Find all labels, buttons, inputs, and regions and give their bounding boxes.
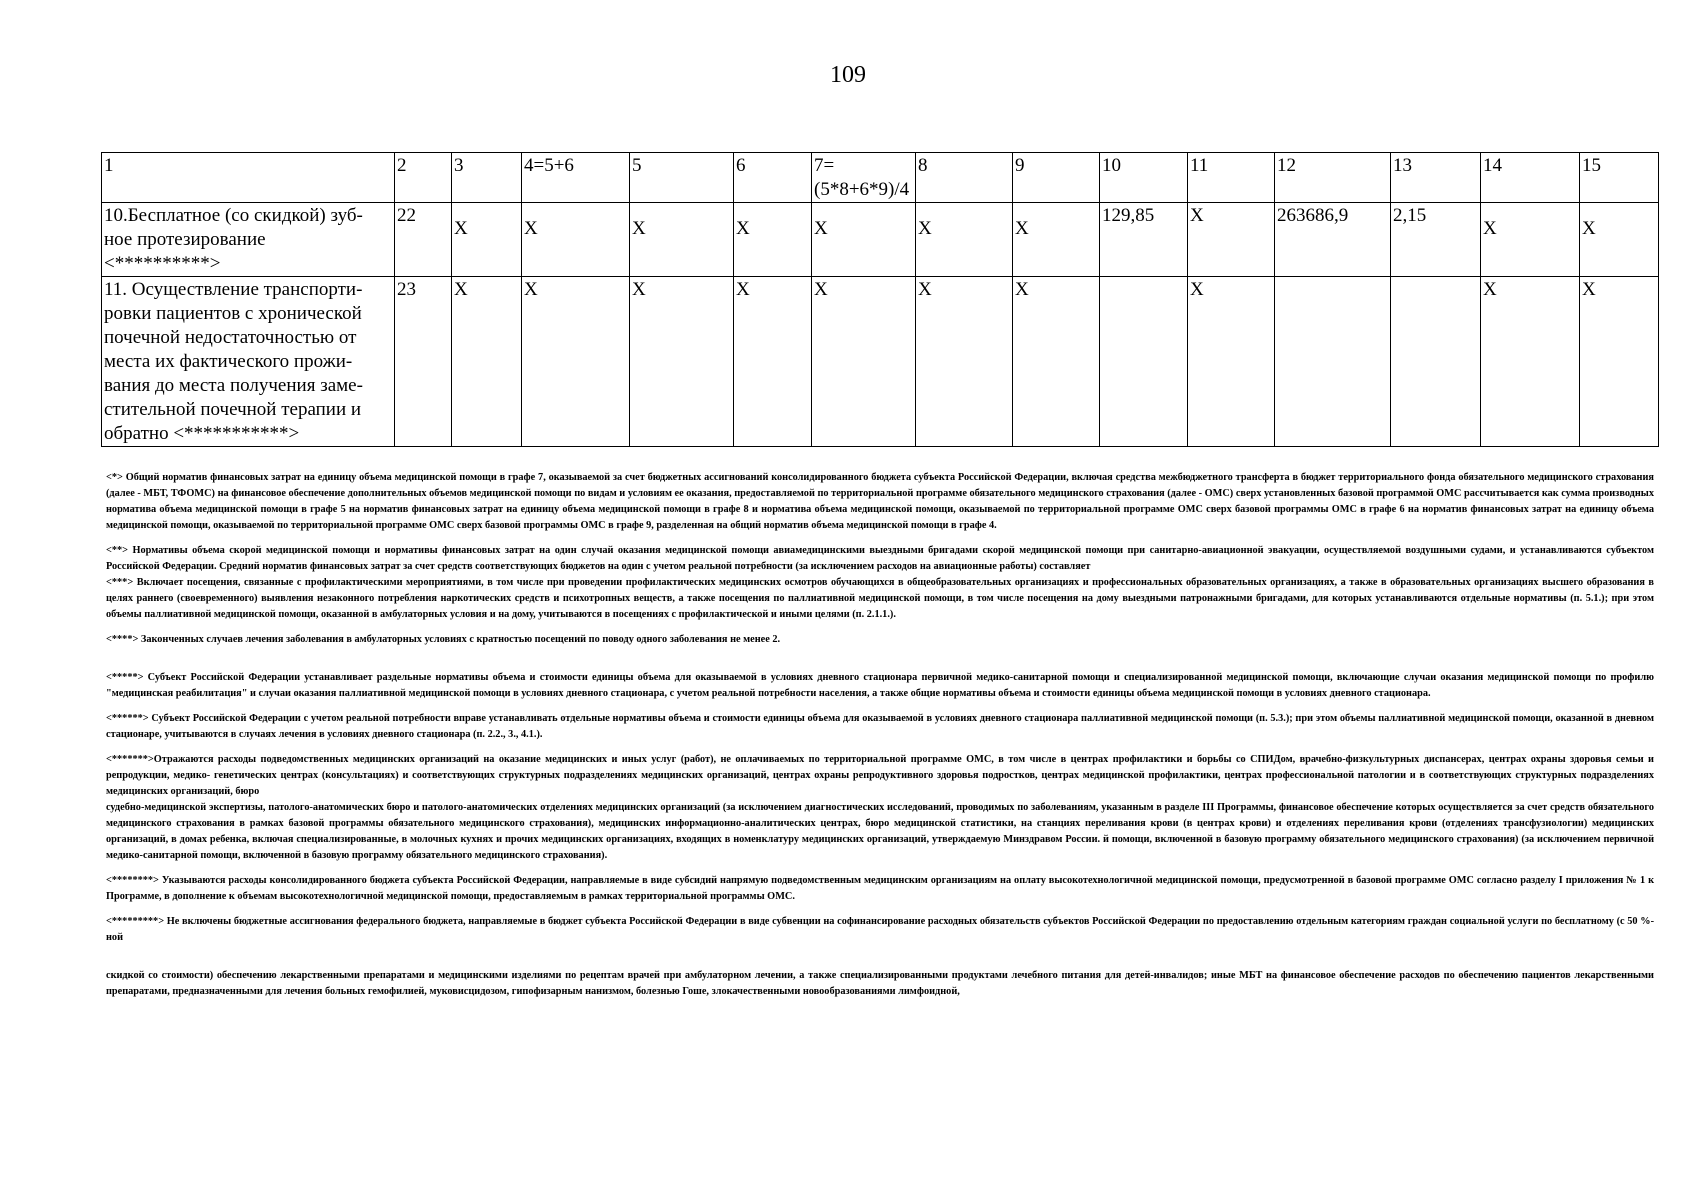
footnote: <******> Субъект Российской Федерации с учетом реальной потребности вправе устанавливать отдельные нормативы объема и стоимости единицы объема для оказываемой в условиях дневного стационара паллиативной медицинской помощи (п. 5.3.); при этом объемы паллиативной медицинской помощи, оказанной в дневном стационаре, учитываются в случаях лечения в условиях дневного стационара (п. 2.2., 3., 4.1.). — [106, 713, 1654, 740]
col-header-5: 5 — [630, 153, 734, 203]
table-cell: Х — [916, 277, 1013, 447]
table-cell: Х — [1580, 203, 1659, 277]
page-number: 109 — [830, 62, 866, 88]
table-cell: Х — [522, 203, 630, 277]
col-header-1: 1 — [102, 153, 395, 203]
row-number: 22 — [395, 203, 452, 277]
col-header-13: 13 — [1391, 153, 1481, 203]
table-cell: 129,85 — [1100, 203, 1188, 277]
footnote: <*****> Субъект Российской Федерации устанавливает раздельные нормативы объема и стоимости единицы объема для оказываемой в условиях дневного стационара первичной медико-санитарной помощи и специализированной медицинской помощи, включающие случаи оказания медицинской помощи по профилю "медицинская реабилитация" и случаи оказания паллиативной медицинской помощи в условиях дневного стационара, с учетом реальной потребности населения, а также общие нормативы объема и стоимости единицы объема медицинской помощи в условиях дневного стационара. — [106, 672, 1654, 699]
col-header-12: 12 — [1275, 153, 1391, 203]
table-cell: Х — [1580, 277, 1659, 447]
table-cell: Х — [734, 277, 812, 447]
footnote: <*******>Отражаются расходы подведомственных медицинских организаций на оказание медицинских и иных услуг (работ), не оплачиваемых по территориальной программе ОМС, в том числе в центрах профилактики и борьбы со СПИДом, врачебно-физкультурных диспансерах, центрах охраны здоровья семьи и репродукции, медико- генетических центрах (консультациях) и соответствующих структурных подразделениях медицинских организаций, центрах охраны репродуктивного здоровья подростков, центрах медицинской профилактики, центрах профессиональной патологии и в соответствующих структурных подразделениях медицинских организаций, бюро — [106, 754, 1654, 797]
table-cell: Х — [812, 203, 916, 277]
table-cell: Х — [452, 277, 522, 447]
table-cell — [1391, 277, 1481, 447]
footnote: <*> Общий норматив финансовых затрат на единицу объема медицинской помощи в графе 7, оказываемой за счет бюджетных ассигнований консолидированного бюджета субъекта Российской Федерации, включая средства межбюджетного трансферта в бюджет территориального фонда обязательного медицинского страхования (далее - МБТ, ТФОМС) на финансовое обеспечение дополнительных объемов медицинской помощи по видам и условиям ее оказания, предоставляемой по территориальной программе обязательного медицинского страхования (далее - ОМС) сверх установленных базовой программой ОМС рассчитывается как сумма производных норматива объема медицинской помощи в графе 5 на норматив финансовых затрат на единицу объема медицинской помощи в графе 8 и норматива объема медицинской помощи, оказываемой по территориальной программе ОМС сверх базовой программы ОМС в графе 6 на норматив финансовых затрат на единицу объема медицинской помощи, оказываемой по территориальной программе ОМС сверх базовой программы ОМС в графе 9, разделенная на общий норматив объема медицинской помощи в графе 4. — [106, 472, 1654, 531]
footnote: <*********> Не включены бюджетные ассигнования федерального бюджета, направляемые в бюджет субъекта Российской Федерации в виде субвенции на софинансирование расходных обязательств субъектов Российской Федерации по предоставлению отдельным категориям граждан социальной услуги по бесплатному (с 50 %-ной — [106, 916, 1654, 943]
row-label: 11. Осуществление транспорти- ровки пациентов с хронической почечной недостаточностью от места их фактического прожи- вания до места получения заме- стительной почечной терапии и обратно <***********> — [102, 277, 395, 447]
footnotes — [106, 470, 1654, 1000]
table-cell: Х — [1013, 277, 1100, 447]
table-row-transport — [102, 277, 1659, 447]
row-number: 23 — [395, 277, 452, 447]
col-header-7: 7= (5*8+6*9)/4 — [812, 153, 916, 203]
footnote: <***> Включает посещения, связанные с профилактическими мероприятиями, в том числе при проведении профилактических медицинских осмотров обучающихся в общеобразовательных организациях и профессиональных образовательных организациях, а также в образовательных организациях высшего образования в целях раннего (своевременного) выявления незаконного потребления наркотических средств и психотропных веществ, а также посещения по паллиативной медицинской помощи, в том числе посещения на дому выездными патронажными бригадами, для которых устанавливаются отдельные нормативы (п. 5.1.); при этом объемы паллиативной медицинской помощи, оказанной в амбулаторных условия и на дому, учитываются в посещениях с профилактической и иными целями (п. 2.1.1.). — [106, 577, 1654, 620]
table-cell — [1275, 277, 1391, 447]
table-cell: Х — [1188, 203, 1275, 277]
footnote: <****> Законченных случаев лечения заболевания в амбулаторных условиях с кратностью посещений по поводу одного заболевания не менее 2. — [106, 634, 781, 645]
table-cell: Х — [1188, 277, 1275, 447]
footnote: <********> Указываются расходы консолидированного бюджета субъекта Российской Федерации, направляемые в виде субсидий напрямую подведомственным медицинским организациям на оплату высокотехнологичной медицинской помощи, предусмотренной в базовой программе ОМС согласно разделу I приложения № 1 к Программе, в дополнение к объемам высокотехнологичной медицинской помощи, предоставляемым в рамках территориальной программы ОМС. — [106, 875, 1654, 902]
table-cell — [1100, 277, 1188, 447]
table-cell: Х — [630, 203, 734, 277]
col-header-11: 11 — [1188, 153, 1275, 203]
col-header-3: 3 — [452, 153, 522, 203]
row-label: 10.Бесплатное (со скидкой) зуб- ное протезирование <**********> — [102, 203, 395, 277]
table-cell: Х — [812, 277, 916, 447]
footnote: судебно-медицинской экспертизы, патолого-анатомических бюро и патолого-анатомических отделениях медицинских организаций (за исключением диагностических исследований, проводимых по заболеваниям, указанным в разделе III Программы, финансовое обеспечение которых осуществляется за счет средств обязательного медицинского страхования в рамках базовой программы обязательного медицинского страхования), медицинских информационно-аналитических центрах, бюро медицинской статистики, на станциях переливания крови (в центрах крови) и отделениях переливания крови (отделениях трансфузиологии) медицинских организаций, в домах ребенка, включая специализированные, в молочных кухнях и прочих медицинских организациях, входящих в номенклатуру медицинских организаций, утверждаемую Минздравом России. й помощи, включенной в базовую программу обязательного медицинского страхования) (за исключением первичной медико-санитарной помощи, включенной в базовую программу обязательного медицинского страхования). — [106, 802, 1654, 861]
norms-table — [101, 152, 1659, 447]
footnote: <**> Нормативы объема скорой медицинской помощи и нормативы финансовых затрат на один случай оказания медицинской помощи авиамедицинскими выездными бригадами скорой медицинской помощи при санитарно-авиационной эвакуации, осуществляемой воздушными судами, и устанавливаются субъектом Российской Федерации. Средний норматив финансовых затрат за счет средств соответствующих бюджетов на один с учетом реальной потребности (за исключением расходов на авиационные работы) составляет — [106, 545, 1654, 572]
col-header-9: 9 — [1013, 153, 1100, 203]
col-header-14: 14 — [1481, 153, 1580, 203]
table-cell: 2,15 — [1391, 203, 1481, 277]
table-cell: Х — [1481, 203, 1580, 277]
col-header-2: 2 — [395, 153, 452, 203]
footnote: скидкой со стоимости) обеспечению лекарственными препаратами и медицинскими изделиями по рецептам врачей при амбулаторном лечении, а также специализированными продуктами лечебного питания для детей-инвалидов; иные МБТ на финансовое обеспечение расходов по обеспечению пациентов лекарственными препаратами, предназначенными для лечения больных гемофилией, муковисцидозом, гипофизарным нанизмом, болезнью Гоше, злокачественными новообразованиями лимфоидной, — [106, 970, 1654, 997]
col-header-8: 8 — [916, 153, 1013, 203]
table-cell: Х — [1013, 203, 1100, 277]
table-cell: Х — [1481, 277, 1580, 447]
table-cell: 263686,9 — [1275, 203, 1391, 277]
col-header-6: 6 — [734, 153, 812, 203]
col-header-4: 4=5+6 — [522, 153, 630, 203]
table-cell: Х — [734, 203, 812, 277]
table-row-dental — [102, 203, 1659, 277]
table-cell: Х — [522, 277, 630, 447]
col-header-10: 10 — [1100, 153, 1188, 203]
table-header-row — [102, 153, 1659, 203]
col-header-15: 15 — [1580, 153, 1659, 203]
table-cell: Х — [630, 277, 734, 447]
table-cell: Х — [452, 203, 522, 277]
table-cell: Х — [916, 203, 1013, 277]
